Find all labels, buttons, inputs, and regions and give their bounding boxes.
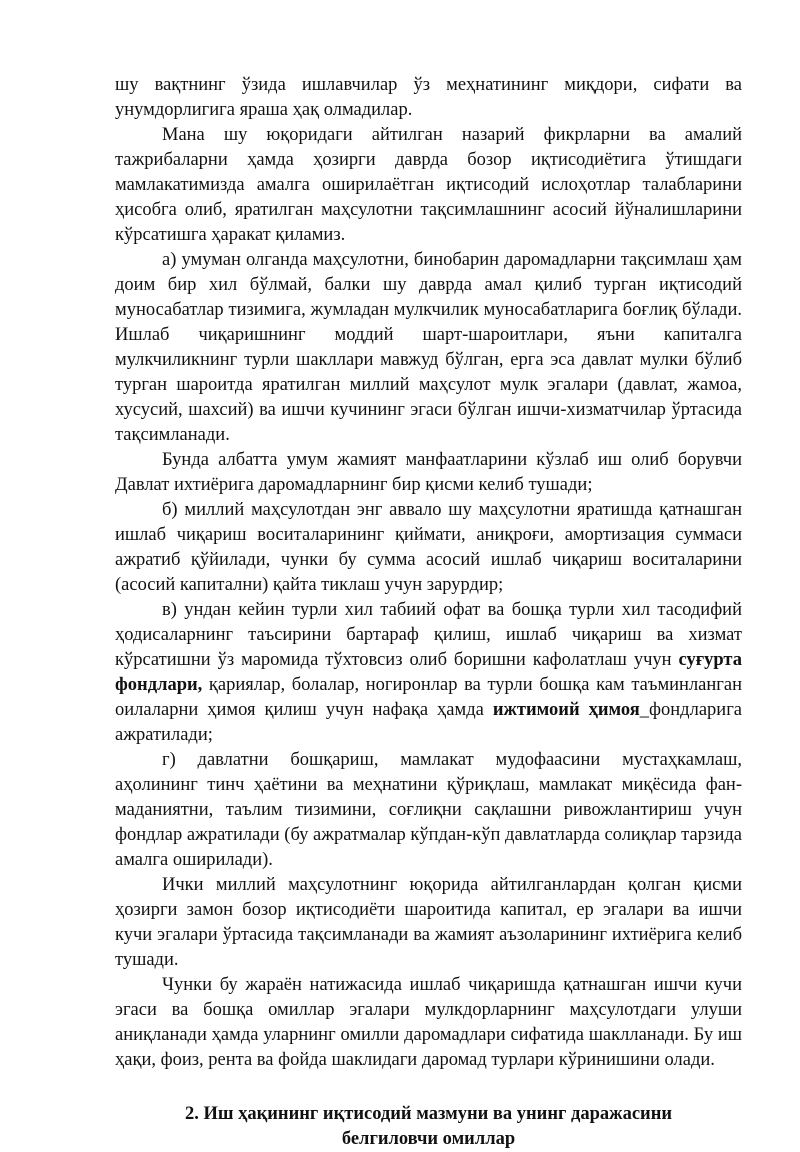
paragraph-item-b: б) миллий маҳсулотдан энг аввало шу маҳсулотни яратишда қатнашган ишлаб чиқариш воситаларининг қиймати, аниқроғи, амортизация суммаси ажратиб қўйилади, чунки бу сумма асосий ишлаб чиқариш воситаларини (асосий капитални) қайта тиклаш учун зарурдир; [115,500,742,595]
paragraph-4: Бунда албатта умум жамият манфаатларини кўзлаб иш олиб борувчи Давлат ихтиёрига даромадларнинг бир қисми келиб тушади; [115,450,742,495]
paragraph-2: Мана шу юқоридаги айтилган назарий фикрларни ва амалий тажрибаларни ҳамда ҳозирги даврда бозор иқтисодиётига ўтишдаги мамлакатимизда амалга оширилаётган иқтисодий ислоҳотлар талабларини ҳисобга олиб, яратилган маҳсулотни тақсимлашнинг асосий йўналишларини кўрсатишга ҳаракат қиламиз. [115,125,742,245]
paragraph-item-v-text-3: _фондларига ажратилади; [115,700,742,745]
social-protection-term: ижтимоий ҳимоя [492,700,640,720]
paragraph-item-g: г) давлатни бошқариш, мамлакат мудофаасини мустаҳкамлаш, аҳолининг тинч ҳаётини ва меҳнатини қўриқлаш, мамлакат миқёсида фан-маданиятни, таълим тизимини, соғлиқни сақлашни ривожлантириш учун фондлар ажратилади (бу ажратмалар кўпдан-кўп давлатларда солиқлар тарзида амалга оширилади). [115,750,742,870]
paragraph-item-v [115,598,742,748]
insurance-funds-term: суғурта фондлари, [115,650,742,695]
section-heading [115,1102,742,1152]
section-heading-line-2: белгиловчи омиллар [341,1129,516,1149]
section-heading-line-1: 2. Иш ҳақининг иқтисодий мазмуни ва унинг даражасини [184,1104,673,1124]
document-page [115,73,742,1152]
paragraph-9: Чунки бу жараён натижасида ишлаб чиқаришда қатнашган ишчи кучи эгаси ва бошқа омиллар эгалари мулкдорларнинг маҳсулотдаги улуши аниқланади ҳамда уларнинг омилли даромадлари сифатида шаклланади. Бу иш ҳақи, фоиз, рента ва фойда шаклидаги даромад турлари кўринишини олади. [115,975,742,1070]
paragraph-item-v-text-2: қариялар, болалар, ногиронлар ва турли бошқа кам таъминланган оилаларни ҳимоя қилиш учун нафақа ҳамда [115,675,742,720]
paragraph-item-v-text-1: в) ундан кейин турли хил табиий офат ва бошқа турли хил тасодифий ҳодисаларнинг таъсирини бартараф қилиш, ишлаб чиқариш ва хизмат кўрсатишни ўз маромида тўхтовсиз олиб боришни кафолатлаш учун [115,600,742,670]
paragraph-8: Ички миллий маҳсулотнинг юқорида айтилганлардан қолган қисми ҳозирги замон бозор иқтисодиёти шароитида капитал, ер эгалари ва ишчи кучи эгалари ўртасида тақсимланади ва жамият аъзоларининг ихтиёрига келиб тушади. [115,875,742,970]
paragraph-1: шу вақтнинг ўзида ишлавчилар ўз меҳнатининг миқдори, сифати ва унумдорлигига яраша ҳақ олмадилар. [115,75,742,120]
paragraph-item-a: а) умуман олганда маҳсулотни, бинобарин даромадларни тақсимлаш ҳам доим бир хил бўлмай, балки шу даврда амал қилиб турган иқтисодий муносабатлар тизимига, жумладан мулкчилик муносабатларига боғлиқ бўлади. Ишлаб чиқаришнинг моддий шарт-шароитлари, яъни капиталга мулкчиликнинг турли шакллари мавжуд бўлган, ерга эса давлат мулки бўлиб турган шароитда яратилган миллий маҳсулот мулк эгалари (давлат, жамоа, хусусий, шахсий) ва ишчи кучининг эгаси бўлган ишчи-хизматчилар ўртасида тақсимланади. [115,250,742,445]
